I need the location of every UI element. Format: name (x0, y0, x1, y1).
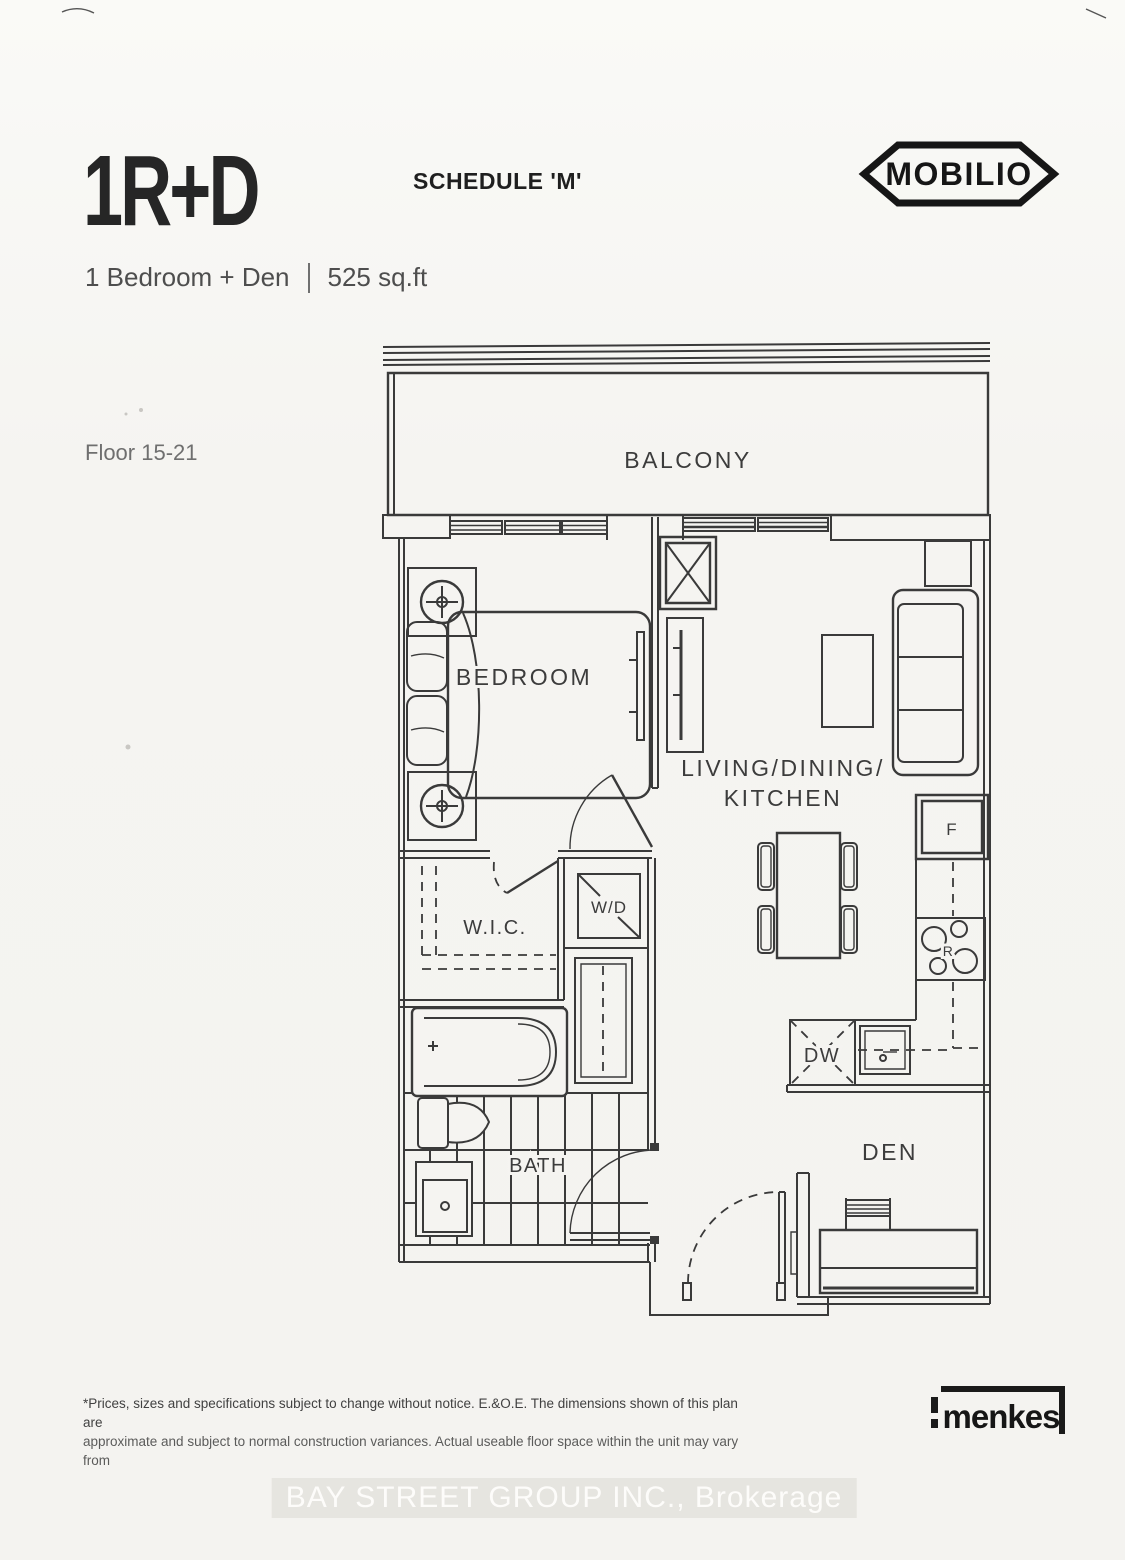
toilet (418, 1098, 489, 1148)
dining-area (758, 833, 857, 958)
menkes-logo-shape (928, 1384, 1070, 1440)
wic-area (422, 861, 558, 969)
dishwasher (790, 1020, 855, 1085)
den-desk (820, 1230, 977, 1293)
bedroom-door (570, 775, 652, 849)
unit-type-label: 1 Bedroom + Den (85, 262, 290, 292)
bath-vanity-sink (416, 1162, 472, 1236)
disclaimer-line1: *Prices, sizes and specifications subject to change without notice. E.&O.E. The dimensions shown of this plan are (83, 1396, 738, 1430)
kitchen-area (790, 795, 988, 1085)
side-table (925, 541, 971, 586)
unit-walls (399, 517, 990, 1315)
entry-door (683, 1192, 785, 1300)
washer-dryer-label: W/D (590, 898, 628, 917)
brokerage-watermark: BAY STREET GROUP INC., Brokerage (272, 1478, 857, 1518)
den-area (820, 1139, 977, 1293)
bath-label: BATH (509, 1155, 567, 1177)
shaft (660, 537, 716, 609)
wic-door (494, 861, 558, 893)
balcony-label: BALCONY (624, 447, 752, 473)
den-chair (846, 1198, 890, 1230)
bath-area (404, 1008, 659, 1245)
dishwasher-label: DW (803, 1045, 841, 1067)
menkes-logo (928, 1384, 1070, 1445)
bathtub (412, 1008, 567, 1096)
den-label: DEN (861, 1139, 919, 1165)
hall-closet (575, 958, 632, 1083)
exterior-wall-lines (383, 343, 990, 365)
fridge-label: F (946, 820, 958, 839)
range-label: R (942, 943, 954, 959)
fridge (916, 795, 988, 859)
schedule-label: SCHEDULE 'M' (413, 168, 582, 194)
living-label-line2: KITCHEN (723, 785, 843, 811)
wic-label: W.I.C. (463, 917, 527, 939)
coffee-table (822, 635, 873, 727)
washer-dryer-area (578, 874, 640, 938)
media-wall (629, 618, 703, 752)
living-label-line1: LIVING/DINING/ (681, 755, 885, 781)
kitchen-sink (860, 1026, 910, 1074)
unit-code-title: 1R+D (83, 135, 258, 247)
mobilio-logo-text: MOBILIO (885, 156, 1033, 192)
disclaimer-line2: approximate and subject to normal construction variances. Actual useable floor space within the unit may vary from (83, 1434, 739, 1468)
bath-door (570, 1143, 659, 1244)
unit-area-label: 525 sq.ft (327, 262, 428, 292)
bed-pillows (407, 622, 447, 765)
floor-range-label: Floor 15-21 (85, 440, 198, 465)
bedroom-label: BEDROOM (455, 664, 593, 690)
living-area (681, 541, 978, 811)
sofa (893, 590, 978, 775)
dining-table (777, 833, 840, 958)
scan-specks (62, 9, 1106, 750)
balcony-area (388, 373, 988, 515)
stove (916, 918, 985, 980)
bed-blanket-fold (463, 613, 479, 797)
bedroom-area (407, 568, 652, 849)
menkes-logo-text: menkes (942, 1398, 1060, 1435)
disclaimer-text (83, 1394, 743, 1468)
